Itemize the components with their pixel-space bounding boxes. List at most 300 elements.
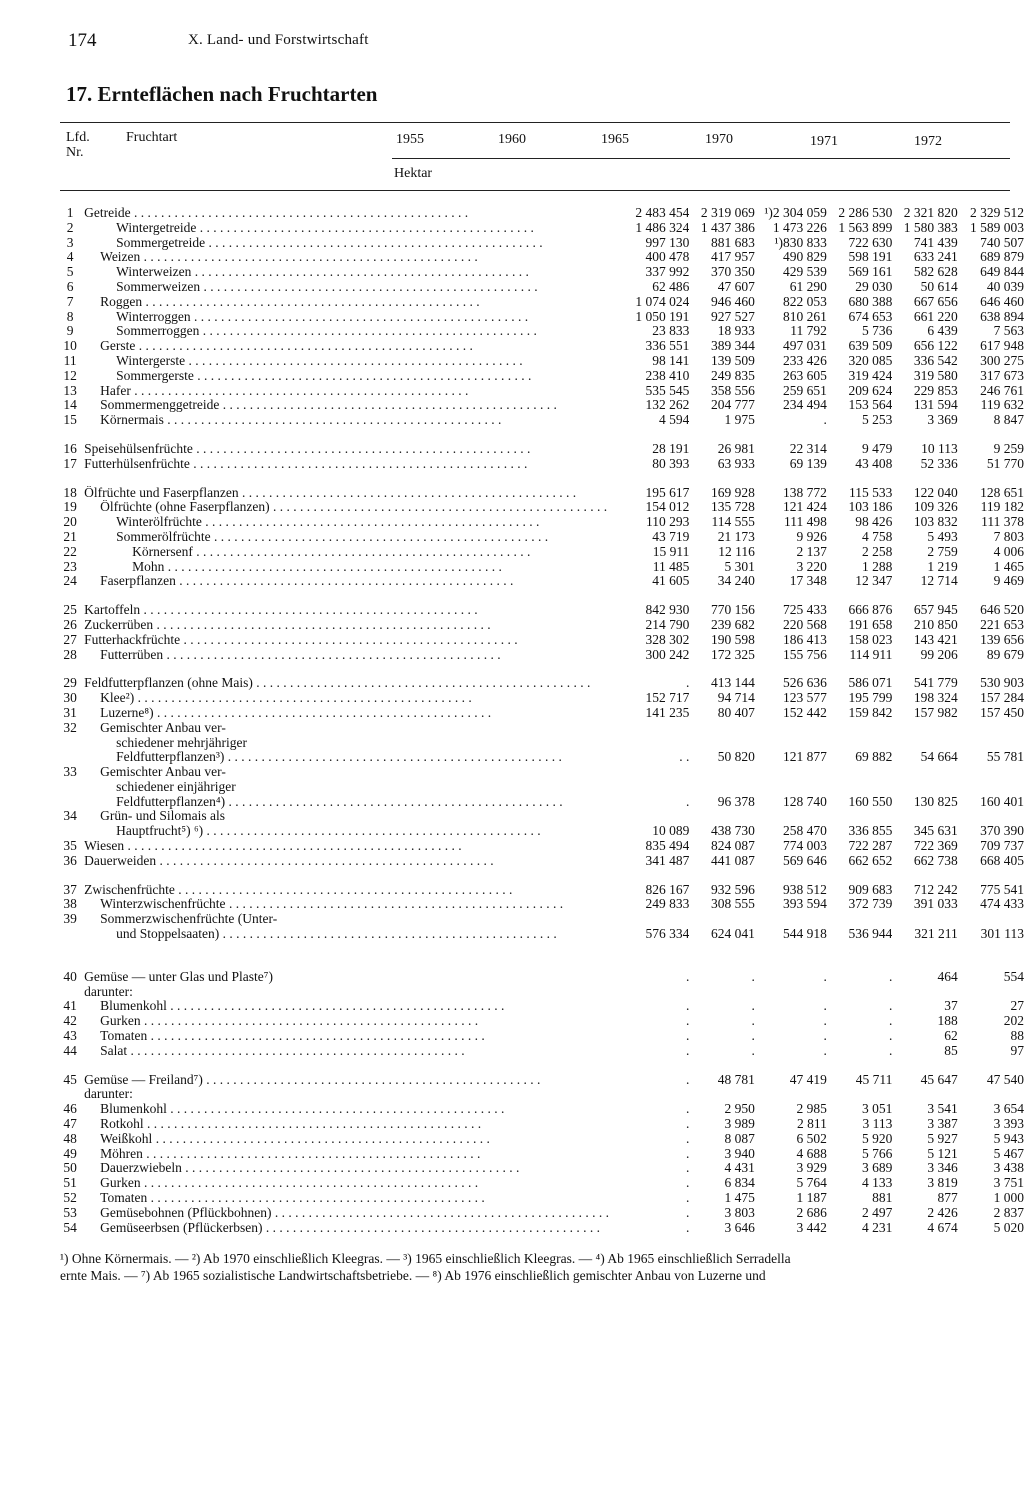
crop-label: Futterhackfrüchte . . . (80, 633, 627, 648)
value-cell: 370 390 (980, 824, 1024, 839)
value-cell: 18 933 (717, 324, 755, 339)
crop-label: Ölfrüchte und Faserpflanzen . . . (80, 486, 627, 501)
value-cell: 249 833 (645, 897, 690, 912)
value-cell (958, 985, 1024, 1000)
value-cell: 8 847 (993, 413, 1024, 428)
crop-label: Gemischter Anbau ver- (100, 720, 226, 735)
unit-rule (392, 158, 1010, 159)
value-cell: 186 413 (783, 632, 827, 647)
value-cell: 4 758 (861, 529, 893, 544)
table-row (60, 706, 1024, 721)
table-row (60, 750, 1024, 765)
value-cell: 3 541 (927, 1102, 958, 1117)
value-cell: 139 656 (980, 632, 1024, 647)
value-cell: 722 630 (848, 235, 893, 250)
table-row (60, 1221, 1024, 1236)
value-cell: 1 563 899 (838, 220, 893, 235)
row-number: 10 (63, 339, 77, 354)
crop-cell (80, 1191, 627, 1206)
row-number (60, 750, 80, 765)
crop-cell (80, 999, 627, 1014)
value-cell: 639 509 (848, 339, 893, 354)
value-cell: 15 911 (652, 544, 690, 559)
table-row (60, 1132, 1024, 1147)
table-row (60, 897, 1024, 912)
value-cell: ¹)2 304 059 (764, 206, 827, 220)
value-cell (755, 736, 827, 751)
table-row (60, 398, 1024, 413)
table-row (60, 221, 1024, 236)
value-cell: 1 580 383 (903, 220, 958, 235)
value-cell: . (823, 413, 827, 428)
row-number: 33 (63, 765, 77, 780)
row-number: 34 (63, 809, 77, 824)
crop-cell (80, 398, 627, 413)
table-row (60, 295, 1024, 310)
crop-label: Gemüsebohnen (Pflückbohnen) . . . (80, 1206, 627, 1221)
value-cell: 21 173 (717, 529, 755, 544)
crop-label: Körnermais . . . (80, 413, 627, 428)
value-cell: . (686, 1161, 690, 1176)
value-cell: 110 293 (646, 515, 690, 530)
row-number: 18 (63, 485, 77, 500)
value-cell: 3 940 (724, 1146, 755, 1161)
crop-cell (80, 265, 627, 280)
table-row (60, 486, 1024, 501)
row-number: 7 (66, 294, 74, 309)
crop-cell (80, 927, 627, 942)
value-cell: 946 460 (711, 294, 755, 309)
crop-label: Blumenkohl . . . (80, 1102, 627, 1117)
value-cell: 822 053 (783, 294, 827, 309)
value-cell: . (751, 1043, 755, 1058)
value-cell: 47 607 (717, 279, 755, 294)
value-cell (958, 1087, 1024, 1102)
table-row (60, 1117, 1024, 1132)
value-cell (755, 1087, 827, 1102)
crop-cell (80, 618, 627, 633)
table-row (60, 560, 1024, 575)
table-row (60, 912, 1024, 927)
table-row (60, 795, 1024, 810)
crop-label: Dauerzwiebeln . . . (80, 1161, 627, 1176)
crop-label: Hafer . . . (80, 384, 627, 399)
value-cell (627, 1087, 689, 1102)
value-cell (689, 985, 754, 1000)
value-cell: . (686, 1102, 690, 1117)
table-row (60, 883, 1024, 898)
table-row (60, 603, 1024, 618)
value-cell: 2 137 (796, 544, 827, 559)
value-cell: 5 920 (861, 1131, 893, 1146)
value-cell: 234 494 (783, 398, 827, 413)
value-cell: 5 493 (927, 529, 958, 544)
value-cell: 7 563 (993, 324, 1024, 339)
value-cell: 2 321 820 (903, 206, 958, 220)
table-row (60, 324, 1024, 339)
value-cell (755, 765, 827, 780)
crop-label: darunter: (84, 984, 133, 999)
value-cell (755, 985, 827, 1000)
value-cell: 3 346 (927, 1161, 958, 1176)
value-cell: 1 589 003 (970, 220, 1024, 235)
value-cell: 4 006 (993, 544, 1024, 559)
value-cell: 103 832 (913, 515, 958, 530)
value-cell: 336 551 (645, 339, 690, 354)
crop-cell (80, 780, 627, 795)
row-number: 50 (63, 1161, 77, 1176)
value-cell: 740 507 (980, 235, 1024, 250)
value-cell: 3 051 (861, 1102, 893, 1117)
value-cell: 544 918 (783, 927, 827, 942)
value-cell: . (823, 969, 827, 984)
table-row (60, 413, 1024, 428)
table-row (60, 854, 1024, 869)
value-cell: 1 475 (724, 1191, 755, 1206)
value-cell: 6 439 (927, 324, 958, 339)
value-cell (892, 912, 957, 927)
value-cell: 9 926 (796, 529, 827, 544)
value-cell: 4 674 (927, 1220, 958, 1235)
crop-label: Gemüseerbsen (Pflückerbsen) . . . (80, 1221, 627, 1236)
spacer-row (60, 472, 1024, 486)
table-row (60, 1147, 1024, 1162)
table-row (60, 824, 1024, 839)
row-number: 36 (63, 853, 77, 868)
value-cell (689, 736, 754, 751)
table-row (60, 250, 1024, 265)
value-cell (958, 721, 1024, 736)
value-cell (827, 809, 892, 824)
column-header-year: 1965 (601, 132, 629, 147)
value-cell: 617 948 (980, 339, 1024, 354)
row-number: 6 (66, 279, 74, 294)
value-cell: 2 686 (796, 1205, 827, 1220)
value-cell: 4 594 (659, 413, 690, 428)
value-cell: 6 834 (724, 1176, 755, 1191)
value-cell: . (888, 1029, 893, 1044)
value-cell: 88 (1010, 1029, 1024, 1044)
table-row (60, 339, 1024, 354)
row-number: 23 (63, 559, 77, 574)
value-cell: 5 301 (724, 559, 755, 574)
row-number: 13 (63, 383, 77, 398)
value-cell: 158 023 (848, 632, 893, 647)
value-cell: 586 071 (848, 676, 893, 691)
value-cell: 238 410 (645, 368, 690, 383)
row-number: 43 (63, 1029, 77, 1044)
value-cell: 2 286 530 (838, 206, 893, 220)
table-title: 17. Ernteflächen nach Fruchtarten (66, 82, 378, 106)
value-cell: 99 206 (920, 647, 958, 662)
crop-cell (80, 310, 627, 325)
row-number: 48 (63, 1131, 77, 1146)
value-cell: 938 512 (783, 882, 827, 897)
row-number: 45 (63, 1072, 77, 1087)
value-cell: 810 261 (783, 309, 827, 324)
value-cell (755, 780, 827, 795)
value-cell (827, 721, 892, 736)
value-cell (827, 736, 892, 751)
value-cell: 526 636 (783, 676, 827, 691)
crop-label: Roggen . . . (80, 295, 627, 310)
value-cell: 569 161 (848, 265, 893, 280)
footnote-line: ernte Mais. — ⁷) Ab 1965 sozialistische Landwirtschaftsbetriebe. — ⁸) Ab 1976 einschließlich gemischter Anbau von Luzerne und (60, 1268, 766, 1283)
crop-label: Rotkohl . . . (80, 1117, 627, 1132)
value-cell: 11 485 (652, 559, 690, 574)
crop-label: Dauerweiden . . . (80, 854, 627, 869)
value-cell: 657 945 (913, 603, 958, 618)
spacer-row (60, 869, 1024, 883)
crop-cell (80, 236, 627, 251)
table-row (60, 1044, 1024, 1059)
value-cell: 198 324 (913, 691, 958, 706)
top-rule (60, 122, 1010, 123)
row-number: 3 (66, 235, 74, 250)
value-cell: 98 426 (855, 515, 893, 530)
crop-label: Sommergerste . . . (80, 369, 627, 384)
value-cell: 258 470 (783, 824, 827, 839)
value-cell: 50 820 (717, 750, 755, 765)
crop-cell (80, 1014, 627, 1029)
column-header-year: 1955 (396, 132, 424, 147)
value-cell: 389 344 (711, 339, 755, 354)
crop-label: Getreide . . . (80, 206, 627, 221)
value-cell: 47 540 (986, 1072, 1024, 1087)
value-cell: 2 985 (796, 1102, 827, 1117)
value-cell: 85 (944, 1043, 958, 1058)
value-cell: 319 424 (848, 368, 893, 383)
value-cell: 541 779 (913, 676, 958, 691)
value-cell: 89 679 (986, 647, 1024, 662)
table-row (60, 618, 1024, 633)
table-row (60, 809, 1024, 824)
row-number: 14 (63, 398, 77, 413)
crop-cell (80, 1221, 627, 1236)
crop-cell (80, 545, 627, 560)
value-cell: 3 819 (927, 1176, 958, 1191)
value-cell: 96 378 (717, 794, 755, 809)
footnotes (60, 1250, 1015, 1284)
value-cell (689, 912, 754, 927)
crop-label: Tomaten . . . (80, 1191, 627, 1206)
value-cell: 775 541 (980, 882, 1024, 897)
crop-cell (80, 912, 627, 927)
table-row (60, 721, 1024, 736)
crop-cell (80, 970, 627, 985)
value-cell: 300 275 (980, 353, 1024, 368)
value-cell: 22 314 (789, 441, 827, 456)
value-cell: 23 833 (652, 324, 690, 339)
row-number: 20 (63, 515, 77, 530)
value-cell: 9 469 (993, 574, 1024, 589)
value-cell: 649 844 (980, 265, 1024, 280)
value-cell: . (686, 1072, 690, 1087)
row-number: 54 (63, 1220, 77, 1235)
table-row (60, 970, 1024, 985)
value-cell: 4 688 (796, 1146, 827, 1161)
value-cell: 927 527 (711, 309, 755, 324)
crop-cell (80, 676, 627, 691)
value-cell: 119 632 (980, 398, 1024, 413)
row-number (60, 927, 80, 942)
crop-label: Tomaten . . . (80, 1029, 627, 1044)
table-row (60, 530, 1024, 545)
row-number: 37 (63, 882, 77, 897)
value-cell: 169 928 (711, 485, 755, 500)
value-cell: 2 811 (797, 1117, 827, 1132)
crop-cell (80, 250, 627, 265)
value-cell (958, 765, 1024, 780)
row-number: 17 (63, 456, 77, 471)
value-cell: 317 673 (980, 368, 1024, 383)
crop-cell (80, 648, 627, 663)
table-row (60, 1191, 1024, 1206)
value-cell: 4 231 (861, 1220, 893, 1235)
value-cell: 320 085 (848, 353, 893, 368)
crop-label: Sommerzwischenfrüchte (Unter- (100, 912, 278, 927)
value-cell (892, 765, 957, 780)
value-cell: 712 242 (913, 882, 958, 897)
value-cell: 12 714 (920, 574, 958, 589)
row-number: 16 (63, 441, 77, 456)
value-cell: 115 533 (848, 485, 893, 500)
crop-label: Kartoffeln . . . (80, 603, 627, 618)
row-number: 49 (63, 1146, 77, 1161)
value-cell: 3 369 (927, 413, 958, 428)
value-cell: 824 087 (711, 839, 755, 854)
value-cell (827, 1087, 892, 1102)
value-cell (689, 809, 754, 824)
crop-label: Faserpflanzen . . . (80, 574, 627, 589)
value-cell: . (686, 999, 690, 1014)
table-row (60, 839, 1024, 854)
value-cell (892, 809, 957, 824)
table-row (60, 765, 1024, 780)
value-cell: 109 326 (913, 500, 958, 515)
table-row (60, 1161, 1024, 1176)
value-cell: 94 714 (717, 691, 755, 706)
value-cell: 877 (937, 1191, 958, 1206)
value-cell (892, 721, 957, 736)
value-cell: 5 943 (993, 1131, 1024, 1146)
value-cell: 263 605 (783, 368, 827, 383)
value-cell: 441 087 (711, 853, 755, 868)
value-cell: 1 465 (993, 559, 1024, 574)
value-cell: 121 424 (783, 500, 827, 515)
value-cell (689, 721, 754, 736)
value-cell: 27 (1010, 999, 1024, 1014)
row-number: 40 (63, 969, 77, 984)
value-cell: 656 122 (913, 339, 958, 354)
value-cell: . (686, 1176, 690, 1191)
table-row (60, 310, 1024, 325)
value-cell: 842 930 (645, 603, 690, 618)
value-cell: 554 (1003, 969, 1024, 984)
crop-cell (80, 384, 627, 399)
table-row (60, 206, 1024, 221)
crop-label: Gemüse — Freiland⁷) . . . (80, 1073, 627, 1088)
value-cell: 229 853 (913, 383, 958, 398)
crop-label: Gemischter Anbau ver- (100, 765, 226, 780)
value-cell: 438 730 (711, 824, 755, 839)
value-cell: . (686, 794, 690, 809)
value-cell: 881 683 (711, 235, 755, 250)
crop-cell (80, 1147, 627, 1162)
row-number: 26 (63, 617, 77, 632)
crop-label: Winterroggen . . . (80, 310, 627, 325)
value-cell: 646 520 (980, 603, 1024, 618)
value-cell: 157 450 (980, 705, 1024, 720)
value-cell: . (686, 1191, 690, 1206)
value-cell: . (686, 1131, 690, 1146)
value-cell: 190 598 (711, 632, 755, 647)
crop-label: Weizen . . . (80, 250, 627, 265)
value-cell: 5 253 (861, 413, 893, 428)
crop-cell (80, 486, 627, 501)
value-cell: 3 442 (796, 1220, 827, 1235)
value-cell: 26 981 (717, 441, 755, 456)
value-cell: 530 903 (980, 676, 1024, 691)
crop-label: Gurken . . . (80, 1014, 627, 1029)
column-header-year: 1972 (914, 134, 942, 149)
crop-cell (80, 1029, 627, 1044)
value-cell: 210 850 (913, 617, 958, 632)
value-cell: 319 580 (913, 368, 958, 383)
value-cell: 3 393 (993, 1117, 1024, 1132)
value-cell: 741 439 (913, 235, 958, 250)
value-cell: 3 220 (796, 559, 827, 574)
table-row (60, 780, 1024, 795)
row-number: 5 (66, 265, 74, 280)
header-bottom-rule (60, 190, 1010, 191)
value-cell: 131 594 (913, 398, 958, 413)
value-cell: 336 542 (913, 353, 958, 368)
value-cell: 3 751 (993, 1176, 1024, 1191)
crop-cell (80, 500, 627, 515)
table-row (60, 354, 1024, 369)
spacer-row (60, 1059, 1024, 1073)
value-cell: 2 837 (993, 1205, 1024, 1220)
value-cell: 3 803 (724, 1205, 755, 1220)
value-cell (827, 765, 892, 780)
value-cell: 370 350 (711, 265, 755, 280)
value-cell: 337 992 (645, 265, 690, 280)
value-cell (958, 912, 1024, 927)
table-row (60, 384, 1024, 399)
value-cell: 5 020 (993, 1220, 1024, 1235)
crop-cell (80, 1117, 627, 1132)
value-cell: 128 740 (783, 794, 827, 809)
table-row (60, 633, 1024, 648)
value-cell (892, 736, 957, 751)
table-row (60, 985, 1024, 1000)
value-cell: 576 334 (645, 927, 690, 942)
value-cell: 143 421 (913, 632, 958, 647)
table-row (60, 736, 1024, 751)
value-cell: 997 130 (645, 235, 690, 250)
value-cell (627, 809, 689, 824)
crop-cell (80, 339, 627, 354)
crop-cell (80, 839, 627, 854)
row-number: 52 (63, 1191, 77, 1206)
crop-label: Möhren . . . (80, 1147, 627, 1162)
value-cell: 1 437 386 (700, 220, 755, 235)
value-cell: 122 040 (913, 485, 958, 500)
value-cell: 17 348 (789, 574, 827, 589)
value-cell: 128 651 (980, 485, 1024, 500)
crop-label: Zwischenfrüchte . . . (80, 883, 627, 898)
